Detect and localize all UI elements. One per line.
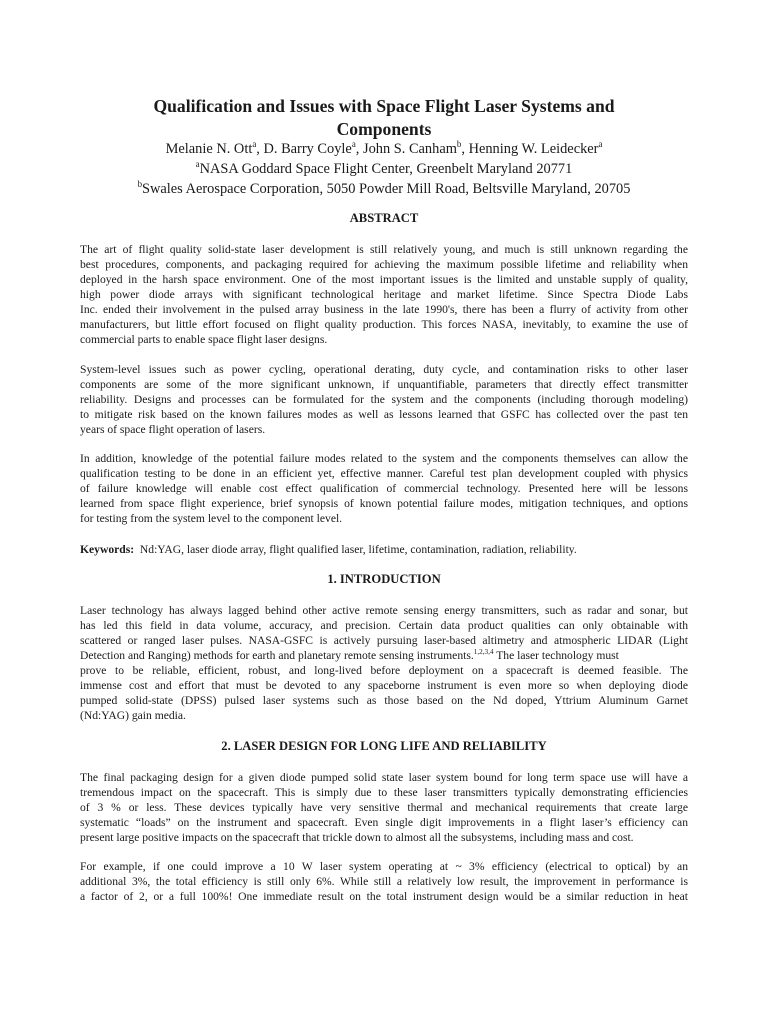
section-2-paragraph-1 [80,770,688,845]
text-line: Laser technology has always lagged behind other active remote sensing energy transmitters, such as radar and sonar, but [80,604,688,617]
text-line: reliability. Designs and processes can be formulated for the system and the components (including thorough modeling) [80,393,688,406]
author-name: John S. Canham [362,141,457,157]
keywords-text: Nd:YAG, laser diode array, flight qualified laser, lifetime, contamination, radiation, reliability. [134,543,577,556]
text-line: Inc. ended their involvement in the pulsed array business in the late 1990's, there has been a flurry of activity from other [80,303,688,316]
affiliation-mark: a [195,159,200,170]
citation-marks: 1,2,3,4 [473,648,494,657]
text-line: years of space flight operation of lasers. [80,423,266,436]
title-line-1: Qualification and Issues with Space Flight Laser Systems and [153,96,615,116]
text-line: high power diode arrays with significant technological heritage and market lifetime. Since Spectra Diode Labs [80,288,688,301]
text-line: pumped solid-state (DPSS) pulsed laser systems such as those based on the Nd doped, Yttrium Aluminum Garnet [80,694,688,707]
author-separator: , [355,141,363,157]
abstract-paragraph-3 [80,451,688,526]
paper-title [80,95,688,141]
text-line: best procedures, components, and packaging required for achieving the maximum possible lifetime and reliability when [80,258,688,271]
text-line: In addition, knowledge of the potential failure modes related to the system and the components themselves can allow the [80,452,688,465]
author-affiliation-mark: a [351,139,356,150]
text-line: present large positive impacts on the spacecraft that trickle down to almost all the subsystems, including mass and cost. [80,831,634,844]
section-1-paragraph [80,603,688,723]
author-name: Henning W. Leidecker [468,141,599,157]
affiliation-a [80,159,688,179]
text-line: manufacturers, but little effort focused on flight quality production. This forces NASA, inevitably, to examine the use of [80,318,688,331]
text-line: to mitigate risk based on the known failures modes as well as lessons learned that GSFC has collected over the past ten [80,408,688,421]
author-affiliation-mark: b [456,139,462,150]
text-line: commercial parts to enable space flight laser designs. [80,333,328,346]
section-1-heading: 1. INTRODUCTION [327,572,441,586]
keywords-label: Keywords: [80,543,135,556]
text-line: immense cost and effort that must be devoted to any spaceborne instrument is even more so when deploying diode [80,679,688,692]
author-affiliation-mark: a [252,139,257,150]
abstract-paragraph-1 [80,242,688,347]
text-line-part: Detection and Ranging) methods for earth and planetary remote sensing instruments. [80,649,474,662]
text-line: of 3 % or less. These devices typically have very sensitive thermal and mechanical requirements that create large [80,801,688,814]
title-line-2: Components [336,119,432,139]
section-2-heading: 2. LASER DESIGN FOR LONG LIFE AND RELIABILITY [221,739,547,753]
affiliation-mark: b [137,179,143,190]
text-line: qualification testing to be done in an efficient yet, effective manner. Careful test plan development coupled with physics [80,467,688,480]
text-line: (Nd:YAG) gain media. [80,709,186,722]
keywords [80,542,688,557]
text-line: of failure knowledge will enable cost effect qualification of commercial technology. Presented here will be lessons [80,482,688,495]
text-line: learned from space flight experience, brief synopsis of known potential failure modes, mitigation techniques, and options [80,497,688,510]
text-line: systematic “loads” on the instrument and spacecraft. Even single digit improvements in a flight laser’s efficiency can [80,816,688,829]
text-line: additional 3%, the total efficiency is still only 6%. While still a relatively low result, the improvement in performance is [80,875,688,888]
author-name: Melanie N. Ott [165,141,253,157]
text-line: components are some of the more significant unknown, if unquantifiable, parameters that directly effect transmitter [80,378,688,391]
author-separator: , [461,141,469,157]
text-line: The art of flight quality solid-state laser development is still relatively young, and much is still unknown regarding the [80,243,688,256]
text-line: For example, if one could improve a 10 W laser system operating at ~ 3% efficiency (electrical to optical) by an [80,860,688,873]
affiliation-text: NASA Goddard Space Flight Center, Greenbelt Maryland 20771 [199,161,573,177]
author-affiliation-mark: a [598,139,603,150]
text-line: scattered or ranged laser pulses. NASA-GSFC is actively pursuing laser-based altimetry and atmospheric LIDAR (Light [80,634,688,647]
author-list [80,139,688,159]
text-line: The final packaging design for a given diode pumped solid state laser system bound for long term space use will have a [80,771,688,784]
text-line: System-level issues such as power cycling, operational derating, duty cycle, and contamination risks to other laser [80,363,688,376]
affiliation-text: Swales Aerospace Corporation, 5050 Powder Mill Road, Beltsville Maryland, 20705 [142,181,631,197]
author-name: D. Barry Coyle [263,141,352,157]
abstract-paragraph-2 [80,362,688,437]
section-2-paragraph-2 [80,859,688,904]
text-line: a factor of 2, or a full 100%! One immediate result on the total instrument design would be a similar reduction in heat [80,890,688,903]
text-line [80,648,688,663]
text-line: prove to be reliable, efficient, robust, and long-lived before deployment on a spacecraft is deemed feasible. The [80,664,688,677]
abstract-heading: ABSTRACT [349,211,419,225]
text-line: deployed in the harsh space environment. One of the most important issues is the limited and unstable supply of quality, [80,273,688,286]
text-line: has led this field in data volume, accuracy, and precision. Certain data product qualities can only obtainable with [80,619,688,632]
affiliation-b [80,179,688,199]
author-separator: , [256,141,264,157]
text-line: tremendous impact on the spacecraft. This is simply due to these laser transmitters typically demonstrating efficiencies [80,786,688,799]
text-line-part: The laser technology must [493,649,619,662]
text-line: for testing from the system level to the component level. [80,512,343,525]
